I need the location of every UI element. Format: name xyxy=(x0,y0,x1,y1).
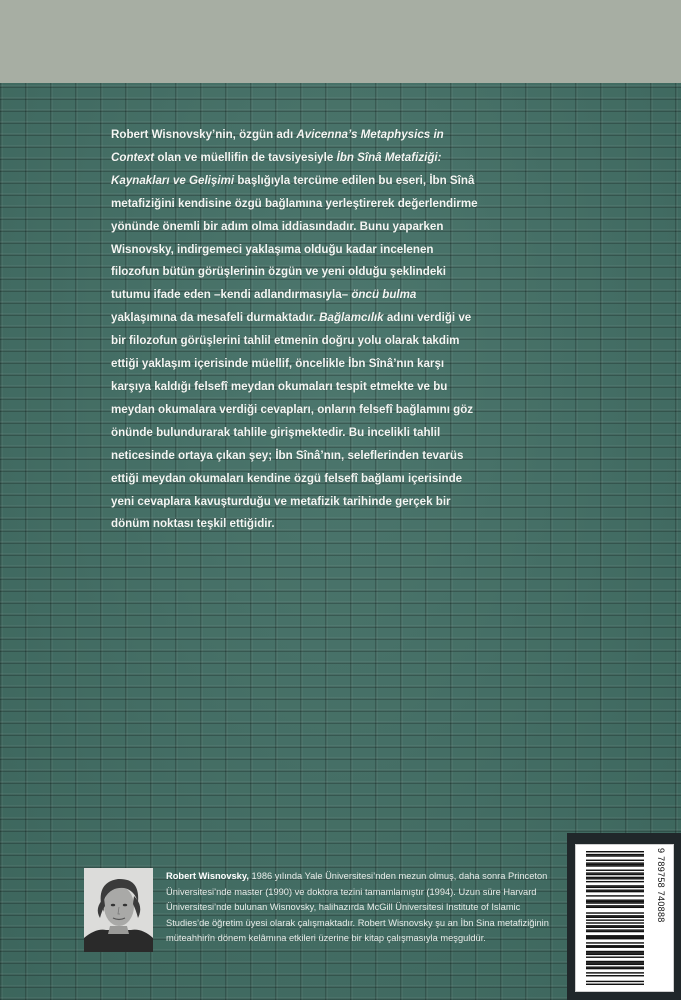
barcode-bar xyxy=(586,905,644,906)
blurb-text-3: başlığıyla tercüme edilen bu eseri, İbn Sînâ metafiziğini kendisine özgü bağlamına yerleştirerek değerlendirme yönünde önemli bir adım olma iddiasındadır. Bunu yaparken Wisnovsky, indirgemeci yaklaşıma olduğu kadar incelenen filozofun bütün görüşlerinin özgün ve yeni olduğu şeklindeki tutumu ifade eden –kendi adlandırmasıyla– xyxy=(111,173,478,302)
term-baglamcilik: Bağlamcılık xyxy=(319,311,384,325)
barcode-bar xyxy=(586,860,644,861)
barcode-bar xyxy=(586,962,644,963)
barcode-bar xyxy=(586,956,644,957)
barcode-bar xyxy=(586,984,644,985)
blurb-text-2: olan ve müellifin de tavsiyesiyle xyxy=(154,150,337,164)
barcode-bar xyxy=(586,902,644,903)
isbn-number: 9 789758 740888 xyxy=(656,848,666,923)
barcode-bar xyxy=(586,954,644,955)
barcode-bar xyxy=(586,952,644,953)
barcode-bar xyxy=(586,899,644,900)
barcode-bar xyxy=(586,885,644,886)
barcode-bar xyxy=(586,961,644,962)
barcode-bar xyxy=(586,878,644,879)
barcode-bar xyxy=(586,901,644,902)
barcode-bar xyxy=(586,945,644,946)
barcode-bar xyxy=(586,865,644,866)
barcode-bar xyxy=(586,862,644,863)
barcode-bar xyxy=(586,927,644,928)
original-title: Avicenna’s Metaphysics in Context xyxy=(111,128,444,164)
blurb-text-1: Robert Wisnovsky’nin, özgün adı xyxy=(111,128,297,141)
barcode-bar xyxy=(586,915,644,916)
barcode-bar xyxy=(586,855,644,856)
author-bio-text: 1986 yılında Yale Üniversitesi’nden mezun olmuş, daha sonra Princeton Üniversitesi’nde master (1990) ve doktora tezini tamamlamıştır (1994). Uzun süre Harvard Üniversitesi’nde bulunan Wisnovsky, halihazırda McGill Üniversitesi Institute of Islamic Studies’de öğretim üyesi olarak çalışmaktadır. Robert Wisnovsky şu an İbn Sina metafiziğinin müteahhirîn dönem kelâmına etkileri üzerine bir kitap çalışmasıyla meşguldür. xyxy=(166,871,549,944)
barcode-bar xyxy=(586,981,644,982)
barcode-bar xyxy=(586,947,644,948)
author-bio xyxy=(166,869,561,947)
blurb-text-4: yaklaşımına da mesafeli durmaktadır. xyxy=(111,311,320,325)
author-name: Robert Wisnovsky, xyxy=(166,871,249,881)
author-photo xyxy=(84,868,153,952)
barcode-bar xyxy=(586,968,644,969)
barcode-bar xyxy=(586,881,644,882)
barcode-bar xyxy=(586,919,644,920)
barcode-bar xyxy=(586,864,644,865)
term-oncu-bulma: öncü bulma xyxy=(351,288,417,302)
barcode-bar xyxy=(586,895,644,896)
barcode-bar xyxy=(586,938,644,939)
barcode-bar xyxy=(586,874,644,875)
cover-blurb xyxy=(111,124,481,536)
barcode-bar xyxy=(586,872,644,873)
barcode-bar xyxy=(586,922,644,923)
barcode-bar xyxy=(586,937,644,938)
barcode-bar xyxy=(586,951,644,952)
barcode-bar xyxy=(586,964,644,965)
translated-title: İbn Sînâ Metafiziği: Kaynakları ve Gelişimi xyxy=(111,150,442,187)
barcode-bar xyxy=(586,966,644,967)
barcode-bar xyxy=(586,851,644,852)
barcode-bar xyxy=(586,975,644,976)
barcode-bar xyxy=(586,929,644,930)
barcode-bar xyxy=(586,907,644,908)
barcode-bar xyxy=(586,889,644,890)
barcode-bar xyxy=(586,854,644,855)
barcode-bar xyxy=(586,942,644,943)
barcode-bar xyxy=(586,972,644,973)
top-band xyxy=(0,0,681,83)
barcode-bar xyxy=(586,887,644,888)
barcode-bar xyxy=(586,935,644,936)
barcode-bar xyxy=(586,917,644,918)
barcode-bar xyxy=(586,931,644,932)
barcode-bar xyxy=(586,877,644,878)
barcode-bar xyxy=(586,870,644,871)
barcode-bar xyxy=(586,912,644,913)
blurb-text-5: adını verdiği ve bir filozofun görüşlerini tahlil etmenin doğru yolu olarak takdim ettiği yaklaşım içerisinde müellif, öncelikle İbn Sînâ’nın karşı karşıya kaldığı felsefî meydan okumaları tespit etmekte ve bu meydan okumalara verdiği cevapları, onların felsefî bağlamını göz önünde bulundurarak tahlile girişmektedir. Bu incelikli tahlil neticesinde ortaya çıkan şey; İbn Sînâ’nın, seleflerinden tevarüs ettiği meydan okumaları kendine özgü felsefî bağlamı içerisinde yeni cevaplara kavuşturduğu ve metafizik tarihinde gerçek bir dönüm noktası teşkil ettiğidir. xyxy=(111,311,474,531)
barcode-bar xyxy=(586,891,644,892)
barcode-bar xyxy=(586,925,644,926)
